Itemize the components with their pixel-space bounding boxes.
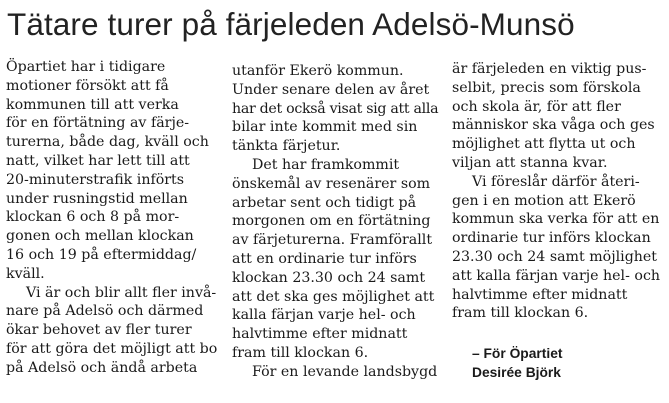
- body-text-line: att en ordinarie tur införs: [232, 250, 417, 267]
- body-text-line: utanför Ekerö kommun.: [232, 63, 404, 79]
- body-text-line: för att göra det möjligt att bo: [6, 340, 218, 357]
- body-text-line: fram till klockan 6.: [232, 344, 369, 361]
- body-text-line: För en levande landsbygd: [252, 363, 438, 380]
- body-text-line: på Adelsö och ändå arbeta: [6, 359, 198, 376]
- body-text-line: och skola är, för att fler: [452, 98, 621, 115]
- article-column-2: [232, 62, 438, 382]
- body-text-line: klockan 23.30 och 24 samt: [232, 269, 426, 286]
- article-column-1: [6, 58, 218, 378]
- body-text-line: bilar inte kommit med sin: [232, 119, 418, 136]
- body-text-line: Öpartiet har i tidigare: [6, 59, 166, 75]
- body-text-line: är färjeleden en viktig pus-: [452, 61, 647, 77]
- body-text-line: viljan att stanna kvar.: [452, 154, 608, 171]
- body-text-line: kommun ska verka för att en: [452, 211, 660, 228]
- signature-party: – För Öpartiet: [472, 346, 563, 362]
- signature-author: Desirée Björk: [472, 365, 561, 381]
- body-text-line: arbetar sent och tidigt på: [232, 194, 417, 211]
- body-text-line: att det ska ges möjlighet att: [232, 288, 435, 305]
- body-text-line: för en förtätning av färje-: [6, 115, 190, 132]
- body-text-line: natt, vilket har lett till att: [6, 152, 190, 169]
- body-text-line: har det också visat sig att alla: [232, 100, 439, 117]
- body-text-line: 23.30 och 24 samt möjlighet: [452, 248, 658, 265]
- body-text-line: morgonen om en förtätning: [232, 213, 431, 230]
- body-text-line: nare på Adelsö och därmed: [6, 303, 204, 320]
- body-text-line: Vi föreslår därför återi-: [472, 173, 640, 190]
- headline: Tätare turer på färjeleden Adelsö-Munsö: [7, 6, 575, 42]
- body-text-line: Det har framkommit: [252, 156, 400, 173]
- body-text-line: 16 och 19 på eftermiddag/: [6, 246, 197, 263]
- body-text-line: halvtimme efter midnatt: [232, 326, 408, 343]
- article-column-3: [452, 60, 668, 383]
- body-text-line: motioner försökt att få: [6, 77, 169, 94]
- body-text-line: av färjeturerna. Framförallt: [232, 232, 433, 249]
- body-text-line: turerna, både dag, kväll och: [6, 134, 209, 151]
- body-text-line: ökar behovet av fler turer: [6, 322, 192, 339]
- body-text-line: Under senare delen av året: [232, 81, 430, 98]
- body-text-line: kommunen till att verka: [6, 96, 179, 113]
- body-text-line: 20-minuterstrafik införts: [6, 171, 185, 188]
- body-text-line: halvtimme efter midnatt: [452, 286, 628, 303]
- body-text-line: kväll.: [6, 265, 45, 282]
- body-text-line: människor ska våga och ges: [452, 117, 655, 134]
- body-text-line: möjlighet att flytta ut och: [452, 136, 636, 153]
- body-text-line: selbit, precis som förskola: [452, 79, 641, 96]
- body-text-line: Vi är och blir allt fler invå-: [26, 284, 217, 301]
- body-text-line: kalla färjan varje hel- och: [232, 307, 416, 324]
- body-text-line: klockan 6 och 8 på mor-: [6, 209, 180, 226]
- body-text-line: under rusningstid mellan: [6, 190, 188, 207]
- body-text-line: tänkta färjetur.: [232, 138, 341, 155]
- body-text-line: gen i en motion att Ekerö: [452, 192, 636, 209]
- body-text-line: önskemål av resenärer som: [232, 175, 431, 192]
- body-text-line: fram till klockan 6.: [452, 305, 589, 322]
- body-text-line: gonen och mellan klockan: [6, 228, 194, 245]
- body-text-line: ordinarie tur införs klockan: [452, 230, 651, 247]
- body-text-line: att kalla färjan varje hel- och: [452, 267, 661, 284]
